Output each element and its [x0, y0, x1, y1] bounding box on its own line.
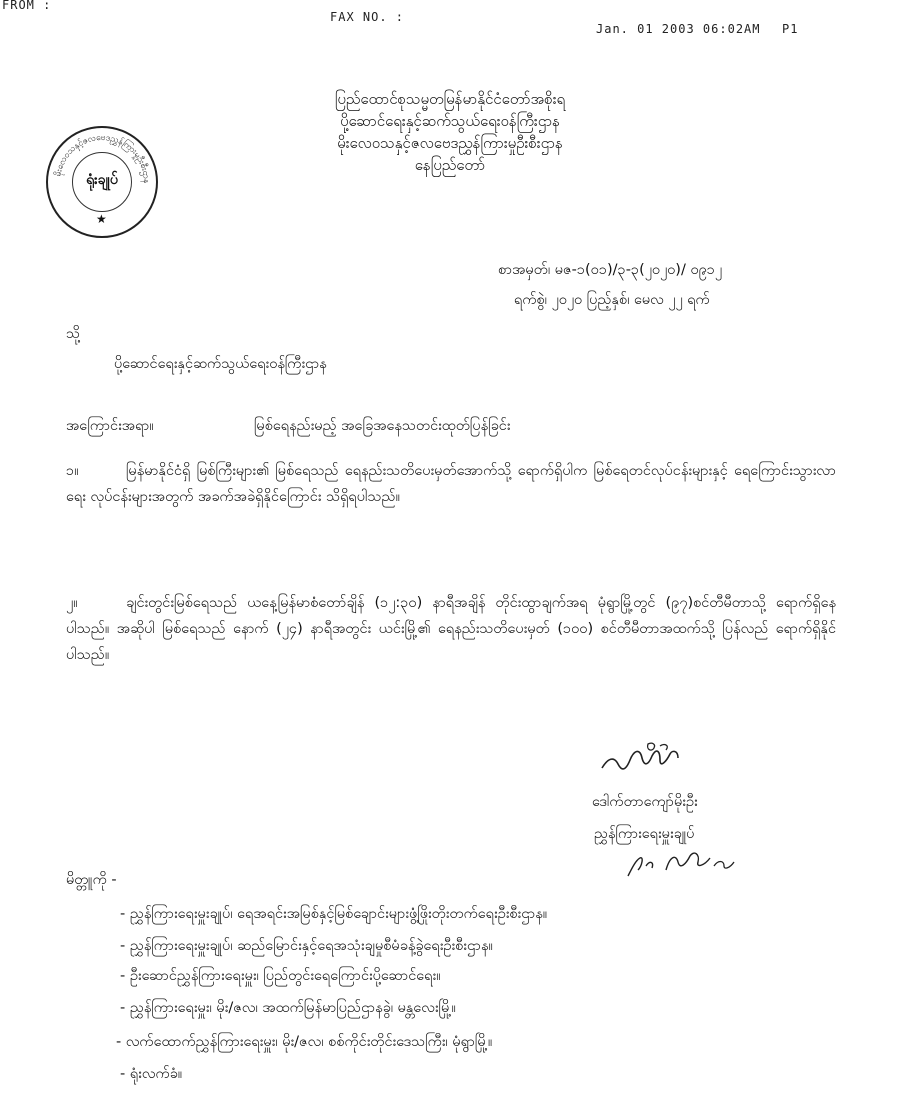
letterhead-line-ministry: ပို့ဆောင်ရေးနှင့်ဆက်သွယ်ရေးဝန်ကြီးဌာန	[340, 112, 560, 130]
cc-list-item: - ညွှန်ကြားရေးမှူးချုပ်၊ ရေအရင်းအမြစ်နှင့်မြစ်ချောင်းများဖွံ့ဖြိုးတိုးတက်ရေးဦးစီးဌာန။	[120, 906, 548, 922]
signatory-title: ညွှန်ကြားရေးမှူးချုပ်	[594, 826, 695, 842]
letter-number: စာအမှတ်၊ မဇ-၁(၀၁)/၃-၃(၂၀၂၀)/ ၀၉၁၂	[498, 262, 723, 278]
letterhead-line-department: မိုးလေဝသနှင့်ဇလဗေဒညွှန်ကြားမှုဦးစီးဌာန	[337, 134, 563, 152]
letterhead-line-city: နေပြည်တော်	[414, 156, 486, 174]
fax-datetime: Jan. 01 2003 06:02AM	[596, 22, 761, 36]
cc-list-item: - ညွှန်ကြားရေးမှူးချုပ်၊ ဆည်မြောင်းနှင့်ရေအသုံးချမှုစီမံခန့်ခွဲရေးဦးစီးဌာန။	[120, 938, 493, 954]
paragraph-1-text: မြန်မာနိုင်ငံရှိ မြစ်ကြီးများ၏ မြစ်ရေသည် ရေနည်းသတိပေးမှတ်အောက်သို့ ရောက်ရှိပါက မြစ်ရေတင်လုပ်ငန်းများနှင့် ရေကြောင်းသွားလာရေး လုပ်ငန်းများအတွက် အခက်အခဲရှိနိုင်ကြောင်း သိရှိရပါသည်။	[66, 463, 836, 505]
paragraph-2	[66, 590, 836, 668]
seal-center-text: ရုံးချုပ်	[86, 172, 118, 188]
signatory-name: ဒေါက်တာကျော်မိုးဦး	[592, 794, 698, 810]
letter-date: ရက်စွဲ၊ ၂၀၂၀ ပြည့်နှစ်၊ မေလ ၂၂ ရက်	[514, 292, 710, 308]
fax-number-label: FAX NO. :	[330, 10, 405, 24]
to-label: သို့	[66, 326, 81, 342]
paragraph-1	[66, 458, 836, 510]
cc-list-item: - ရုံးလက်ခံ။	[120, 1066, 183, 1082]
letterhead	[240, 88, 660, 176]
cc-list-item: - လက်ထောက်ညွှန်ကြားရေးမှူး၊ မိုး/ဇလ၊ စစ်ကိုင်းတိုင်းဒေသကြီး၊ မုံရွာမြို့။	[116, 1034, 493, 1050]
office-seal	[46, 126, 158, 238]
paragraph-1-number: ၁။	[66, 463, 79, 479]
paragraph-2-number: ၂။	[66, 595, 78, 611]
letterhead-line-government: ပြည်ထောင်စုသမ္မတမြန်မာနိုင်ငံတော်အစိုးရ	[334, 90, 566, 108]
paragraph-2-text: ချင်းတွင်းမြစ်ရေသည် ယနေ့မြန်မာစံတော်ချိန် (၁၂:၃၀) နာရီအချိန် တိုင်းထွာချက်အရ မုံရွာမြို့တွင် (၉၇)စင်တီမီတာသို့ ရောက်ရှိနေပါသည်။ အဆိုပါ မြစ်ရေသည် နောက် (၂၄) နာရီအတွင်း ယင်းမြို့၏ ရေနည်းသတိပေးမှတ် (၁၀၀) စင်တီမီတာအထက်သို့ ပြန်လည် ရောက်ရှိနိုင်ပါသည်။	[66, 595, 836, 663]
subject-label: အကြောင်းအရာ။	[66, 418, 154, 434]
initials-graphic	[624, 846, 744, 880]
star-icon: ★	[96, 212, 107, 226]
recipient: ပို့ဆောင်ရေးနှင့်ဆက်သွယ်ရေးဝန်ကြီးဌာန	[114, 356, 327, 372]
fax-from-label: FROM :	[2, 0, 52, 12]
signature-graphic	[600, 740, 690, 776]
seal-ring-text: မိုးလေဝသနှင့်ဇလဗေဒညွှန်ကြားမှုဦးစီးဌာန	[53, 132, 152, 184]
cc-label: မိတ္တူကို -	[66, 872, 117, 888]
fax-page-number: P1	[782, 22, 799, 36]
cc-list-item: - ဦးဆောင်ညွှန်ကြားရေးမှူး၊ ပြည်တွင်းရေကြောင်းပို့ဆောင်ရေး။	[120, 968, 441, 984]
subject-text: မြစ်ရေနည်းမည့် အခြေအနေသတင်းထုတ်ပြန်ခြင်း	[254, 418, 511, 434]
cc-list-item: - ညွှန်ကြားရေးမှူး၊ မိုး/ဇလ၊ အထက်မြန်မာပြည်ဌာနခွဲ၊ မန္တလေးမြို့။	[120, 1000, 456, 1016]
